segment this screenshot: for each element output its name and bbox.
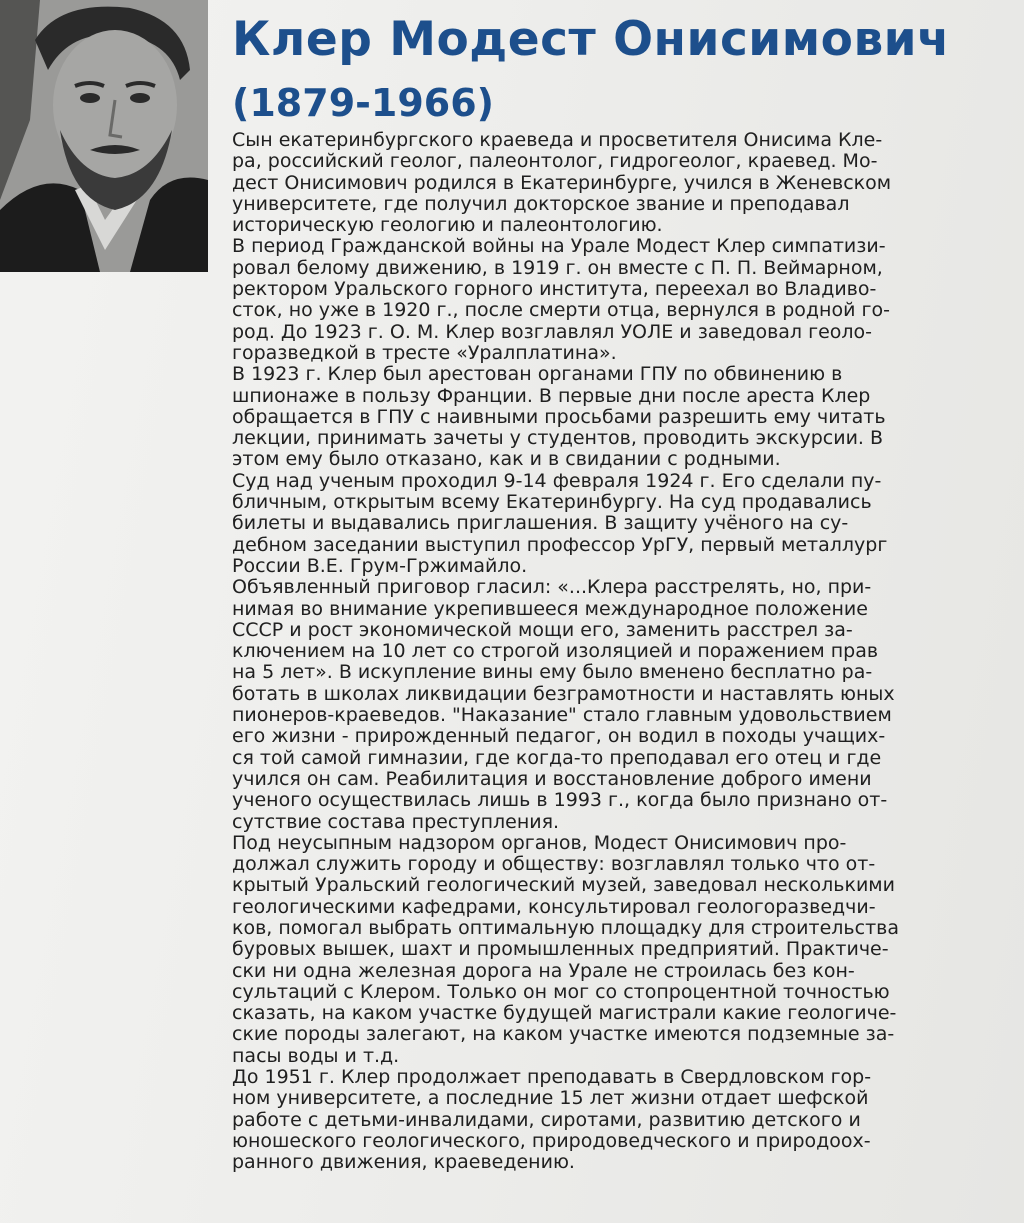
- text-line: нимая во внимание укрепившееся международное положение: [232, 598, 868, 620]
- text-line: обращается в ГПУ с наивными просьбами разрешить ему читать: [232, 406, 886, 428]
- text-line: буровых вышек, шахт и промышленных предприятий. Практиче-: [232, 939, 889, 961]
- life-years: (1879-1966): [232, 81, 495, 125]
- text-line: сток, но уже в 1920 г., после смерти отца, вернулся в родной го-: [232, 300, 890, 322]
- text-line: должал служить городу и обществу: возглавлял только что от-: [232, 854, 876, 876]
- text-line: сказать, на каком участке будущей магистрали какие геологиче-: [232, 1003, 897, 1025]
- text-line: геологическими кафедрами, консультировал геологоразведчи-: [232, 896, 876, 918]
- text-line: ученого осуществилась лишь в 1993 г., когда было признано от-: [232, 790, 888, 812]
- text-line: на 5 лет». В искупление вины ему было вменено бесплатно ра-: [232, 662, 873, 684]
- text-line: ранного движения, краеведению.: [232, 1152, 575, 1174]
- text-line: пионеров-краеведов. "Наказание" стало главным удовольствием: [232, 705, 892, 727]
- text-line: крытый Уральский геологический музей, заведовал несколькими: [232, 875, 895, 897]
- text-line: сутствие состава преступления.: [232, 811, 560, 833]
- text-line: ботать в школах ликвидации безграмотности и наставлять юных: [232, 683, 895, 705]
- text-line: учился он сам. Реабилитация и восстановление доброго имени: [232, 768, 872, 790]
- text-line: дебном заседании выступил профессор УрГУ, первый металлург: [232, 534, 888, 556]
- text-line: билеты и выдавались приглашения. В защиту учёного на су-: [232, 513, 849, 535]
- text-line: Объявленный приговор гласил: «...Клера расстрелять, но, при-: [232, 577, 872, 599]
- text-line: Под неусыпным надзором органов, Модест Онисимович про-: [232, 832, 847, 854]
- text-line: род. До 1923 г. О. М. Клер возглавлял УОЛЕ и заведовал геоло-: [232, 321, 873, 343]
- biography-text: [232, 130, 1017, 1174]
- text-line: Сын екатеринбургского краеведа и просветителя Онисима Кле-: [232, 130, 883, 151]
- text-line: пасы воды и т.д.: [232, 1045, 400, 1067]
- text-line: В период Гражданской войны на Урале Модест Клер симпатизи-: [232, 236, 886, 258]
- text-line: бличным, открытым всему Екатеринбургу. На суд продавались: [232, 492, 872, 514]
- text-line: В 1923 г. Клер был арестован органами ГПУ по обвинению в: [232, 364, 843, 386]
- text-line: ном университете, а последние 15 лет жизни отдает шефской: [232, 1088, 869, 1110]
- text-line: ра, российский геолог, палеонтолог, гидрогеолог, краевед. Мо-: [232, 151, 878, 173]
- text-line: ректором Уральского горного института, переехал во Владиво-: [232, 279, 877, 301]
- portrait-photo: [0, 0, 208, 272]
- text-line: ски ни одна железная дорога на Урале не строилась без кон-: [232, 960, 855, 982]
- text-line: этом ему было отказано, как и в свидании с родными.: [232, 449, 781, 471]
- text-line: ключением на 10 лет со строгой изоляцией и поражением прав: [232, 641, 879, 663]
- text-line: России В.Е. Грум-Гржимайло.: [232, 555, 528, 577]
- text-line: историческую геологию и палеонтологию.: [232, 215, 663, 237]
- text-line: СССР и рост экономической мощи его, заменить расстрел за-: [232, 619, 853, 641]
- text-line: Суд над ученым проходил 9-14 февраля 1924 г. Его сделали пу-: [232, 470, 882, 492]
- text-line: сультаций с Клером. Только он мог со стопроцентной точностью: [232, 981, 890, 1003]
- text-line: шпионаже в пользу Франции. В первые дни после ареста Клер: [232, 385, 871, 407]
- text-line: ков, помогал выбрать оптимальную площадку для строительства: [232, 917, 899, 939]
- text-line: До 1951 г. Клер продолжает преподавать в Свердловском гор-: [232, 1067, 872, 1089]
- text-line: ся той самой гимназии, где когда-то преподавал его отец и где: [232, 747, 882, 769]
- text-line: горазведкой в тресте «Уралплатина».: [232, 342, 617, 364]
- text-line: его жизни - прирожденный педагог, он водил в походы учащих-: [232, 726, 886, 748]
- portrait-icon: [0, 0, 208, 272]
- text-line: работе с детьми-инвалидами, сиротами, развитию детского и: [232, 1109, 861, 1131]
- page-title: Клер Модест Онисимович: [232, 12, 950, 67]
- text-line: университете, где получил докторское звание и преподавал: [232, 193, 850, 215]
- text-line: лекции, принимать зачеты у студентов, проводить экскурсии. В: [232, 428, 884, 450]
- text-line: ровал белому движению, в 1919 г. он вместе с П. П. Веймарном,: [232, 257, 883, 279]
- text-line: ские породы залегают, на каком участке имеются подземные за-: [232, 1024, 895, 1046]
- text-line: дест Онисимович родился в Екатеринбурге, учился в Женевском: [232, 172, 892, 194]
- text-line: юношеского геологического, природоведческого и природоох-: [232, 1130, 871, 1152]
